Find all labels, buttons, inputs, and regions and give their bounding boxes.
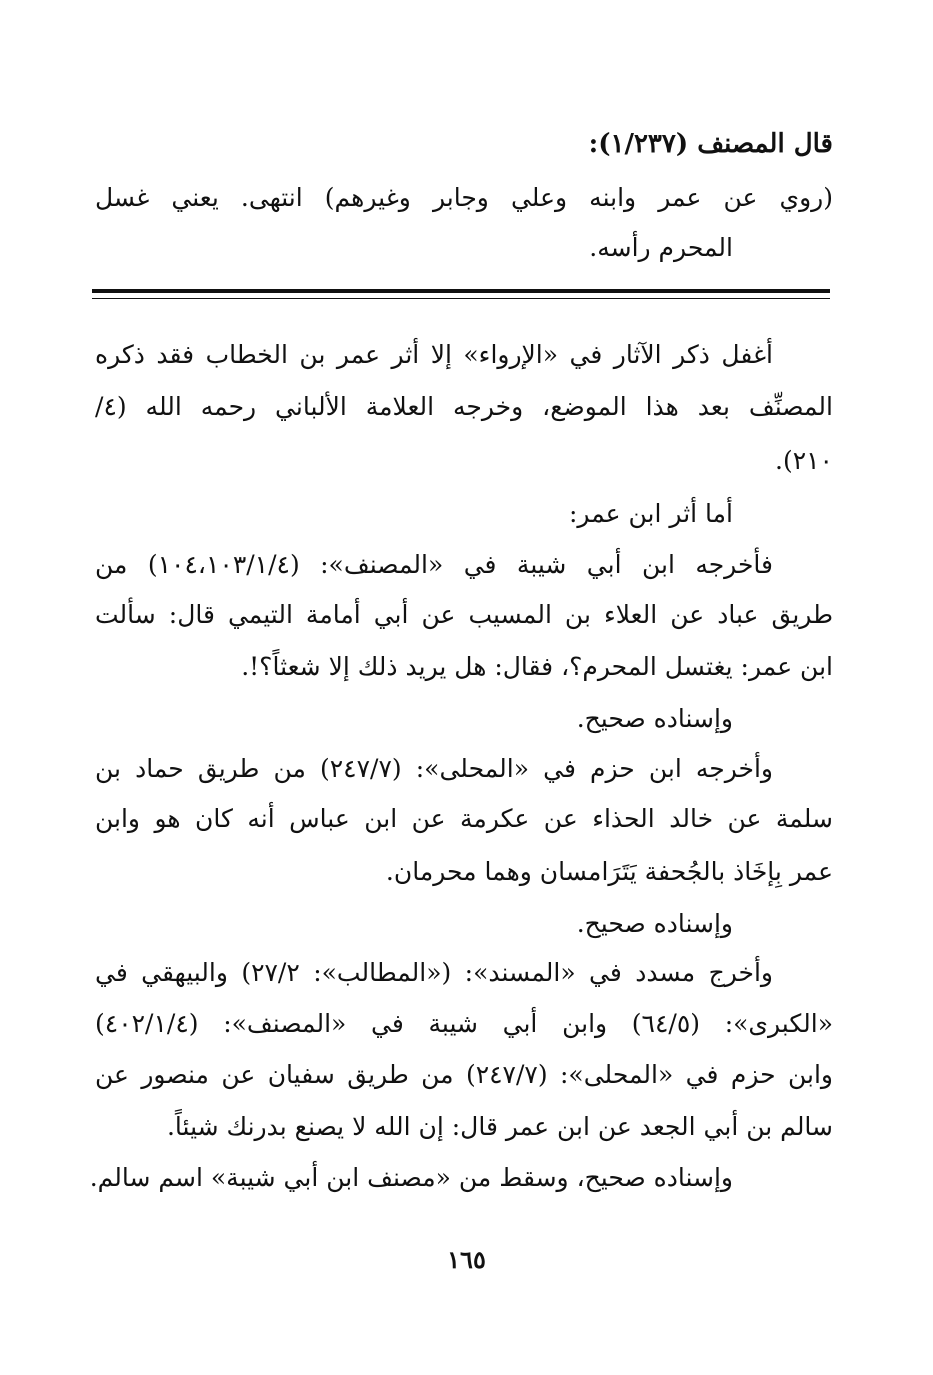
body-line-14: «الكبرى»: (٦٤/٥) وابن أبي شيبة في «المصنف»: (٤٠٢/١/٤) <box>95 1009 834 1038</box>
body-line-17: وإسناده صحيح، وسقط من «مصنف ابن أبي شيبة» اسم سالم. <box>89 1163 733 1192</box>
body-line-2: المصنِّف بعد هذا الموضع، وخرجه العلامة الألباني رحمه الله (٤/ <box>95 392 833 421</box>
quote-line-2: المحرم رأسه. <box>589 233 733 262</box>
body-line-13: وأخرج مسدد في «المسند»: («المطالب»: ٢٧/٢) والبيهقي في <box>95 958 773 987</box>
body-line-15: وابن حزم في «المحلى»: (٢٤٧/٧) من طريق سفيان عن منصور عن <box>95 1060 834 1089</box>
body-line-11: عمر بِإخَاذ بالجُحفة يَتَرَامسان وهما محرمان. <box>385 857 833 886</box>
quote-line-1: (روي عن عمر وابنه وعلي وجابر وغيرهم) انتهى. يعني غسل <box>95 183 833 212</box>
body-line-1: أغفل ذكر الآثار في «الإرواء» إلا أثر عمر بن الخطاب فقد ذكره <box>95 340 773 369</box>
page-number: ١٦٥ <box>447 1245 486 1274</box>
section-heading: قال المصنف (١/٢٣٧): <box>588 129 833 159</box>
body-line-3: ٢١٠). <box>775 446 833 475</box>
separator-rule-thick <box>92 289 830 293</box>
body-line-5: فأخرجه ابن أبي شيبة في «المصنف»: (١٠٤،١٠٣/١/٤) من <box>95 550 773 579</box>
separator-rule-thin <box>92 298 830 299</box>
body-line-4: أما أثر ابن عمر: <box>568 499 733 528</box>
body-line-12: وإسناده صحيح. <box>576 909 733 938</box>
body-line-8: وإسناده صحيح. <box>576 704 733 733</box>
body-line-6: طريق عباد عن العلاء بن المسيب عن أبي أمامة التيمي قال: سألت <box>95 600 834 629</box>
body-line-9: وأخرجه ابن حزم في «المحلى»: (٢٤٧/٧) من طريق حماد بن <box>95 754 773 783</box>
body-line-7: ابن عمر: يغتسل المحرم؟، فقال: هل يريد ذلك إلا شعثاً؟!. <box>241 652 833 681</box>
body-line-10: سلمة عن خالد الحذاء عن عكرمة عن ابن عباس أنه كان هو وابن <box>95 804 833 833</box>
body-line-16: سالم بن أبي الجعد عن ابن عمر قال: إن الله لا يصنع بدرنك شيئاً. <box>166 1112 833 1141</box>
